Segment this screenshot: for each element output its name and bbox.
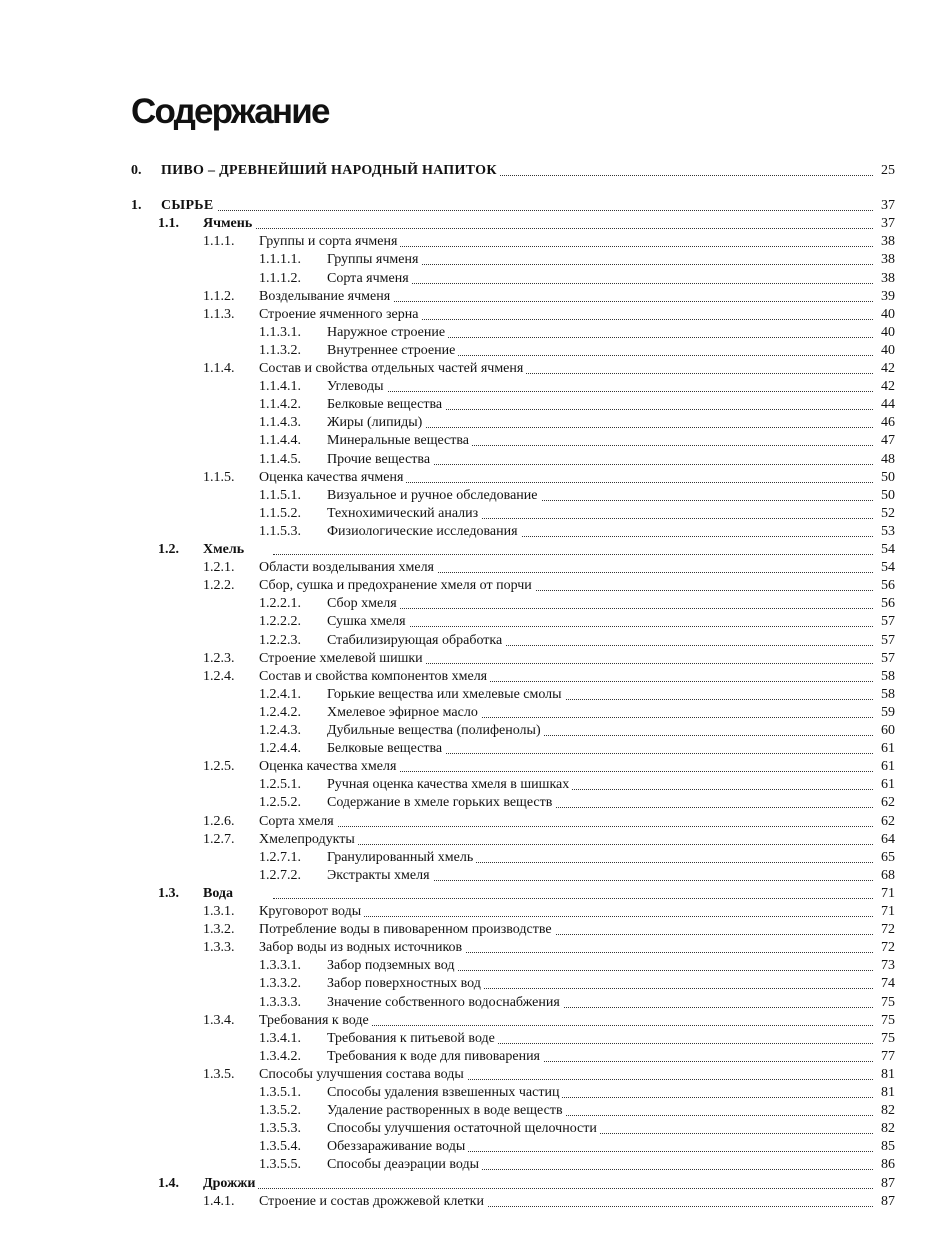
toc-entry-title: Требования к воде для пивоварения xyxy=(327,1048,543,1066)
toc-entry xyxy=(0,414,946,432)
toc-entry-title: Строение и состав дрожжевой клетки xyxy=(259,1193,487,1211)
toc-entry-number: 1.2.2. xyxy=(203,578,235,593)
toc-entry-title: Оценка качества хмеля xyxy=(259,758,399,776)
toc-entry-title: Круговорот воды xyxy=(259,903,364,921)
toc-entry-title: Вода xyxy=(203,885,236,903)
toc-entry-number: 1.3.4.1. xyxy=(259,1031,301,1046)
toc-entry-title: Содержание в хмеле горьких веществ xyxy=(327,794,555,812)
toc-entry-page: 47 xyxy=(873,432,895,450)
toc-entry-page: 71 xyxy=(873,903,895,921)
toc-entry-page: 71 xyxy=(873,885,895,903)
toc-entry-page: 37 xyxy=(873,197,895,215)
toc-entry-title: Забор воды из водных источников xyxy=(259,939,465,957)
toc-entry xyxy=(0,432,946,450)
toc-entry-page: 82 xyxy=(873,1102,895,1120)
toc-entry-title: Дубильные вещества (полифенолы) xyxy=(327,722,544,740)
toc-entry-title: Дрожжи xyxy=(203,1175,258,1193)
toc-entry xyxy=(0,994,946,1012)
toc-entry-title: Технохимический анализ xyxy=(327,505,481,523)
toc-entry-number: 1.1.4.1. xyxy=(259,379,301,394)
toc-entry xyxy=(0,215,946,233)
toc-entry-page: 77 xyxy=(873,1048,895,1066)
toc-entry-number: 1.3.1. xyxy=(203,904,235,919)
toc-entry-page: 57 xyxy=(873,632,895,650)
toc-entry xyxy=(0,1012,946,1030)
toc-entry-page: 52 xyxy=(873,505,895,523)
toc-entry xyxy=(0,1120,946,1138)
toc-entry-title: Горькие вещества или хмелевые смолы xyxy=(327,686,565,704)
toc-entry-number: 1.2.7.1. xyxy=(259,850,301,865)
toc-entry xyxy=(0,1193,946,1211)
toc-entry xyxy=(0,957,946,975)
toc-entry-page: 82 xyxy=(873,1120,895,1138)
toc-entry xyxy=(0,1030,946,1048)
toc-dot-leader xyxy=(327,391,875,392)
toc-entry xyxy=(0,324,946,342)
toc-entry-page: 60 xyxy=(873,722,895,740)
toc-entry-page: 81 xyxy=(873,1066,895,1084)
toc-entry xyxy=(0,270,946,288)
toc-entry-number: 1.2. xyxy=(158,542,179,557)
toc-entry xyxy=(0,1066,946,1084)
toc-entry-title: Сбор хмеля xyxy=(327,595,400,613)
toc-entry-title: Значение собственного водоснабжения xyxy=(327,994,563,1012)
toc-entry-title: Углеводы xyxy=(327,378,387,396)
toc-entry xyxy=(0,378,946,396)
toc-entry xyxy=(0,939,946,957)
toc-entry-number: 1.3.5.4. xyxy=(259,1139,301,1154)
toc-entry-page: 61 xyxy=(873,776,895,794)
toc-entry xyxy=(0,162,946,180)
toc-entry-page: 75 xyxy=(873,1012,895,1030)
toc-entry-number: 1.1.2. xyxy=(203,289,235,304)
toc-entry-title: Группы и сорта ячменя xyxy=(259,233,400,251)
toc-entry-title: Способы улучшения остаточной щелочности xyxy=(327,1120,600,1138)
toc-entry xyxy=(0,1048,946,1066)
toc-entry-title: Визуальное и ручное обследование xyxy=(327,487,541,505)
toc-entry-number: 1.1.1.1. xyxy=(259,252,301,267)
toc-entry-number: 1.3.4. xyxy=(203,1013,235,1028)
toc-entry xyxy=(0,776,946,794)
toc-entry-title: Наружное строение xyxy=(327,324,448,342)
toc-entry xyxy=(0,505,946,523)
toc-entry xyxy=(0,704,946,722)
toc-entry-title: Обеззараживание воды xyxy=(327,1138,468,1156)
toc-entry-number: 1.4. xyxy=(158,1176,179,1191)
toc-entry-number: 1.3. xyxy=(158,886,179,901)
toc-entry-page: 68 xyxy=(873,867,895,885)
toc-dot-leader xyxy=(259,826,875,827)
toc-entry-page: 54 xyxy=(873,541,895,559)
toc-entry xyxy=(0,487,946,505)
toc-entry-title: Способы улучшения состава воды xyxy=(259,1066,467,1084)
toc-entry-number: 1.3.2. xyxy=(203,922,235,937)
toc-entry-number: 1.3.3.1. xyxy=(259,958,301,973)
toc-entry-page: 81 xyxy=(873,1084,895,1102)
toc-entry-page: 37 xyxy=(873,215,895,233)
toc-entry-number: 1.1.4.3. xyxy=(259,415,301,430)
toc-entry xyxy=(0,1102,946,1120)
toc-entry-number: 1.2.3. xyxy=(203,651,235,666)
toc-entry-page: 75 xyxy=(873,994,895,1012)
toc-entry-number: 1.2.4.1. xyxy=(259,687,301,702)
toc-entry xyxy=(0,451,946,469)
toc-entry-page: 48 xyxy=(873,451,895,469)
toc-entry-title: ПИВО – ДРЕВНЕЙШИЙ НАРОДНЫЙ НАПИТОК xyxy=(161,162,500,180)
toc-entry-page: 74 xyxy=(873,975,895,993)
toc-entry-title: Требования к питьевой воде xyxy=(327,1030,498,1048)
toc-entry-page: 58 xyxy=(873,686,895,704)
toc-entry-number: 1.3.4.2. xyxy=(259,1049,301,1064)
toc-entry-title: Хмель xyxy=(203,541,247,559)
toc-entry-title: Ручная оценка качества хмеля в шишках xyxy=(327,776,572,794)
toc-entry-page: 56 xyxy=(873,595,895,613)
toc-entry xyxy=(0,975,946,993)
toc-entry-page: 57 xyxy=(873,613,895,631)
toc-entry-number: 1.3.5.3. xyxy=(259,1121,301,1136)
toc-entry xyxy=(0,831,946,849)
toc-entry xyxy=(0,342,946,360)
toc-entry xyxy=(0,903,946,921)
toc-entry xyxy=(0,794,946,812)
toc-entry-page: 86 xyxy=(873,1156,895,1174)
toc-entry-page: 75 xyxy=(873,1030,895,1048)
toc-entry-page: 50 xyxy=(873,469,895,487)
toc-entry xyxy=(0,813,946,831)
toc-entry-title: Удаление растворенных в воде веществ xyxy=(327,1102,566,1120)
toc-entry-title: Сушка хмеля xyxy=(327,613,409,631)
toc-entry xyxy=(0,849,946,867)
toc-entry xyxy=(0,288,946,306)
toc-entry-number: 1.1.4.4. xyxy=(259,433,301,448)
toc-entry-title: Состав и свойства отдельных частей ячменя xyxy=(259,360,526,378)
toc-entry-number: 1.3.5.5. xyxy=(259,1157,301,1172)
toc-entry-title: Ячмень xyxy=(203,215,255,233)
toc-entry-number: 1.2.4. xyxy=(203,669,235,684)
toc-dot-leader xyxy=(327,626,875,627)
toc-entry-page: 25 xyxy=(873,162,895,180)
toc-entry xyxy=(0,541,946,559)
toc-entry-page: 87 xyxy=(873,1175,895,1193)
toc-entry-page: 53 xyxy=(873,523,895,541)
toc-entry-number: 1.3.5.2. xyxy=(259,1103,301,1118)
toc-entry-number: 1.1.3. xyxy=(203,307,235,322)
toc-entry-title: Минеральные вещества xyxy=(327,432,472,450)
toc-entry-title: Способы удаления взвешенных частиц xyxy=(327,1084,562,1102)
toc-entry-title: Возделывание ячменя xyxy=(259,288,393,306)
toc-entry-page: 56 xyxy=(873,577,895,595)
toc-entry-title: Сорта ячменя xyxy=(327,270,412,288)
toc-entry xyxy=(0,595,946,613)
toc-entry-page: 42 xyxy=(873,360,895,378)
toc-entry-number: 1.3.3. xyxy=(203,940,235,955)
toc-entry-number: 1.2.5.2. xyxy=(259,795,301,810)
toc-entry xyxy=(0,251,946,269)
toc-entry xyxy=(0,577,946,595)
toc-entry xyxy=(0,396,946,414)
toc-entry-number: 1.1.1.2. xyxy=(259,271,301,286)
page-title: Содержание xyxy=(131,92,329,131)
toc-entry-title: Группы ячменя xyxy=(327,251,421,269)
toc-entry-number: 1.1.5.3. xyxy=(259,524,301,539)
toc-entry-title: СЫРЬЕ xyxy=(161,197,217,215)
toc-entry-title: Хмелевое эфирное масло xyxy=(327,704,481,722)
toc-entry-number: 1.1.4. xyxy=(203,361,235,376)
toc-entry-page: 38 xyxy=(873,251,895,269)
toc-dot-leader xyxy=(273,898,875,899)
toc-entry-number: 1.1.3.2. xyxy=(259,343,301,358)
toc-entry-number: 1.2.7.2. xyxy=(259,868,301,883)
toc-entry-page: 59 xyxy=(873,704,895,722)
toc-entry-number: 1.2.5.1. xyxy=(259,777,301,792)
toc-entry-title: Требования к воде xyxy=(259,1012,372,1030)
toc-entry-page: 44 xyxy=(873,396,895,414)
toc-entry xyxy=(0,758,946,776)
toc-entry-title: Сорта хмеля xyxy=(259,813,337,831)
toc-entry xyxy=(0,197,946,215)
toc-entry xyxy=(0,360,946,378)
toc-entry-page: 39 xyxy=(873,288,895,306)
toc-entry-title: Белковые вещества xyxy=(327,740,445,758)
toc-entry-page: 50 xyxy=(873,487,895,505)
toc-entry-page: 38 xyxy=(873,233,895,251)
toc-entry-page: 72 xyxy=(873,921,895,939)
toc-entry-title: Области возделывания хмеля xyxy=(259,559,437,577)
toc-entry-title: Жиры (липиды) xyxy=(327,414,425,432)
toc-entry-number: 1.3.3.3. xyxy=(259,995,301,1010)
toc-entry-page: 40 xyxy=(873,324,895,342)
toc-entry-page: 58 xyxy=(873,668,895,686)
toc-entry-page: 85 xyxy=(873,1138,895,1156)
toc-dot-leader xyxy=(203,1188,875,1189)
toc-entry-title: Способы деаэрации воды xyxy=(327,1156,482,1174)
toc-entry-number: 1.2.4.4. xyxy=(259,741,301,756)
toc-entry-title: Строение ячменного зерна xyxy=(259,306,421,324)
toc-entry-page: 61 xyxy=(873,758,895,776)
toc-entry-title: Состав и свойства компонентов хмеля xyxy=(259,668,490,686)
toc-entry xyxy=(0,921,946,939)
toc-entry-title: Потребление воды в пивоваренном производстве xyxy=(259,921,555,939)
toc-entry-title: Гранулированный хмель xyxy=(327,849,476,867)
toc-entry-page: 87 xyxy=(873,1193,895,1211)
toc-entry-title: Оценка качества ячменя xyxy=(259,469,406,487)
toc-entry xyxy=(0,523,946,541)
toc-entry-page: 72 xyxy=(873,939,895,957)
toc-dot-leader xyxy=(203,228,875,229)
toc-entry-number: 1.1.4.5. xyxy=(259,452,301,467)
toc-entry-number: 1.3.5. xyxy=(203,1067,235,1082)
toc-entry xyxy=(0,233,946,251)
toc-entry xyxy=(0,668,946,686)
toc-entry xyxy=(0,613,946,631)
toc-entry-number: 1.1.5.2. xyxy=(259,506,301,521)
toc-entry-title: Физиологические исследования xyxy=(327,523,521,541)
toc-entry-page: 62 xyxy=(873,794,895,812)
toc-entry-page: 46 xyxy=(873,414,895,432)
toc-entry-title: Белковые вещества xyxy=(327,396,445,414)
toc-entry-number: 1.2.2.1. xyxy=(259,596,301,611)
toc-entry xyxy=(0,306,946,324)
toc-entry xyxy=(0,559,946,577)
toc-entry-page: 62 xyxy=(873,813,895,831)
toc-entry-number: 1.4.1. xyxy=(203,1194,235,1209)
toc-entry xyxy=(0,1175,946,1193)
toc-entry xyxy=(0,469,946,487)
toc-entry-number: 1.3.3.2. xyxy=(259,976,301,991)
toc-entry-number: 1.1.5. xyxy=(203,470,235,485)
toc-entry-number: 1.1.5.1. xyxy=(259,488,301,503)
toc-entry-number: 1.2.7. xyxy=(203,832,235,847)
toc-entry-number: 1.1. xyxy=(158,216,179,231)
toc-entry-number: 1.1.1. xyxy=(203,234,235,249)
toc-entry-number: 1.2.6. xyxy=(203,814,235,829)
toc-entry xyxy=(0,632,946,650)
toc-entry-page: 40 xyxy=(873,306,895,324)
toc-entry-number: 1.2.2.3. xyxy=(259,633,301,648)
toc-entry-number: 1.1.4.2. xyxy=(259,397,301,412)
toc-entry-title: Сбор, сушка и предохранение хмеля от порчи xyxy=(259,577,535,595)
toc-entry-title: Внутреннее строение xyxy=(327,342,458,360)
toc-entry-page: 54 xyxy=(873,559,895,577)
toc-entry xyxy=(0,1156,946,1174)
toc-entry-title: Прочие вещества xyxy=(327,451,433,469)
toc-entry-title: Хмелепродукты xyxy=(259,831,358,849)
toc-entry-number: 1.2.1. xyxy=(203,560,235,575)
toc-entry-page: 64 xyxy=(873,831,895,849)
toc-entry-page: 40 xyxy=(873,342,895,360)
toc-entry-title: Забор поверхностных вод xyxy=(327,975,484,993)
toc-entry xyxy=(0,740,946,758)
toc-entry-page: 73 xyxy=(873,957,895,975)
toc-entry-title: Стабилизирующая обработка xyxy=(327,632,505,650)
toc-entry-number: 1. xyxy=(131,198,142,213)
toc-dot-leader xyxy=(161,210,875,211)
toc-entry-number: 0. xyxy=(131,163,142,178)
toc-entry xyxy=(0,650,946,668)
toc-dot-leader xyxy=(327,608,875,609)
toc-entry-number: 1.2.4.3. xyxy=(259,723,301,738)
toc-entry-page: 42 xyxy=(873,378,895,396)
toc-entry xyxy=(0,1084,946,1102)
toc-entry xyxy=(0,1138,946,1156)
toc-entry-number: 1.1.3.1. xyxy=(259,325,301,340)
toc-entry-page: 65 xyxy=(873,849,895,867)
toc-entry xyxy=(0,885,946,903)
toc-entry-page: 61 xyxy=(873,740,895,758)
toc-entry-title: Забор подземных вод xyxy=(327,957,457,975)
toc-entry-page: 38 xyxy=(873,270,895,288)
toc-entry-page: 57 xyxy=(873,650,895,668)
toc-entry-title: Экстракты хмеля xyxy=(327,867,433,885)
toc-entry xyxy=(0,686,946,704)
toc-dot-leader xyxy=(273,554,875,555)
toc-entry-title: Строение хмелевой шишки xyxy=(259,650,426,668)
toc-entry xyxy=(0,722,946,740)
toc-entry-number: 1.2.2.2. xyxy=(259,614,301,629)
toc-entry-number: 1.2.4.2. xyxy=(259,705,301,720)
toc-entry xyxy=(0,867,946,885)
toc-entry-number: 1.3.5.1. xyxy=(259,1085,301,1100)
toc-entry-number: 1.2.5. xyxy=(203,759,235,774)
